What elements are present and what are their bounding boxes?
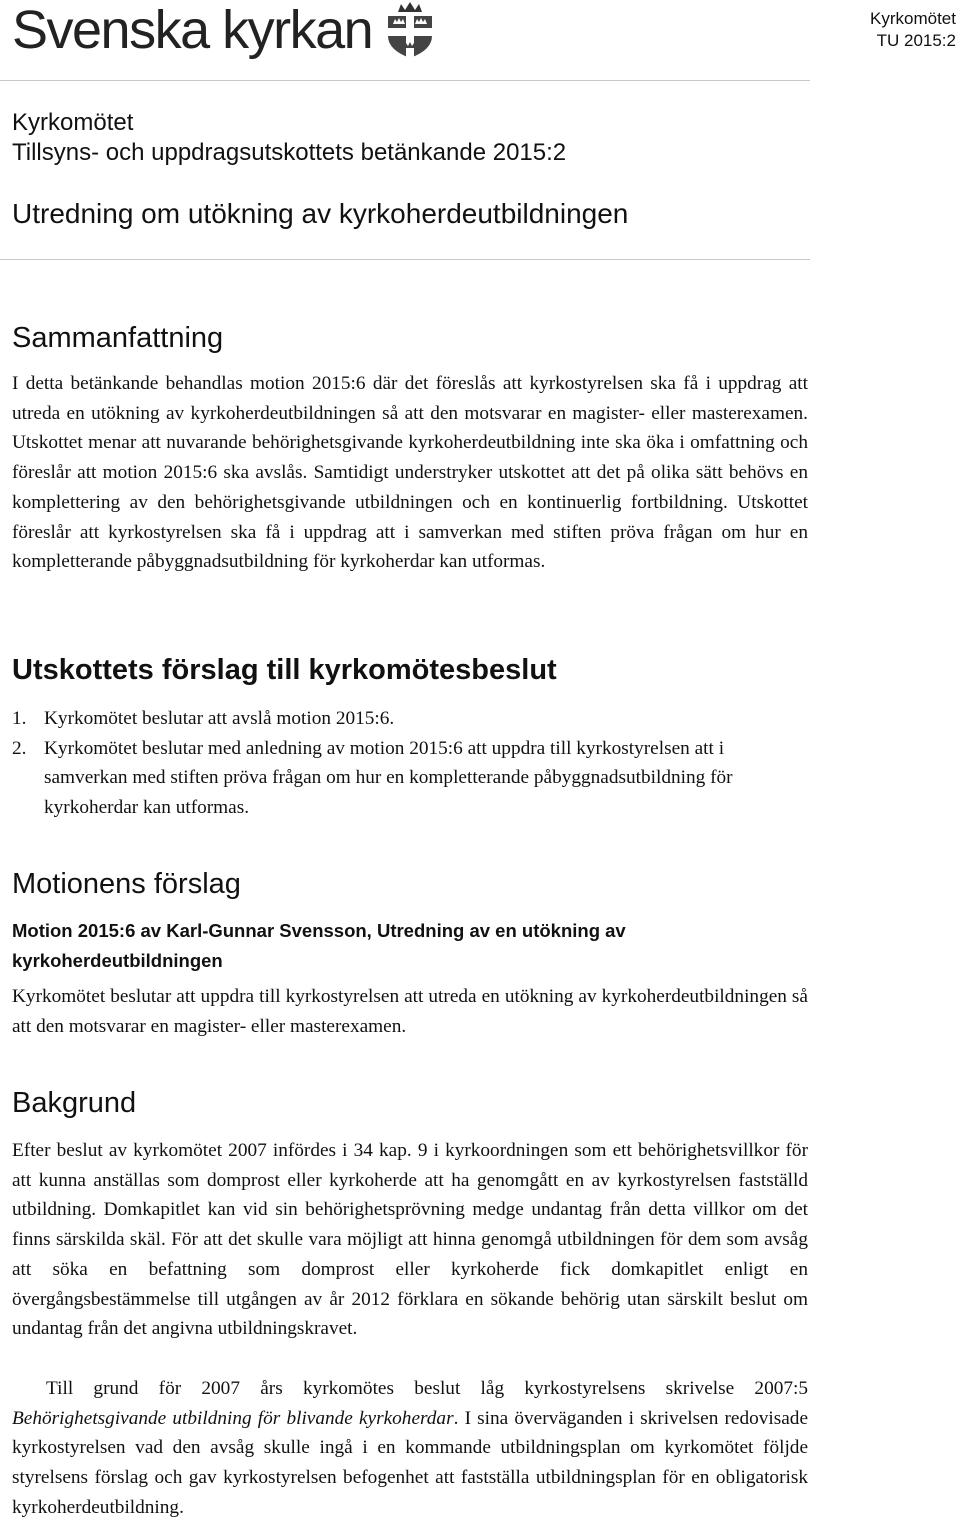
motion-subheading: Motion 2015:6 av Karl-Gunnar Svensson, Utredning av en utökning av kyrkoherdeutbildningen — [12, 920, 626, 971]
logo-wordmark: Svenska kyrkan — [12, 0, 373, 60]
proposal-item-number: 1. — [12, 708, 27, 729]
background-heading: Bakgrund — [12, 1087, 137, 1119]
proposal-item-text: Kyrkomötet beslutar med anledning av motion 2015:6 att uppdra till kyrkostyrelsen att i samverkan med stiften pröva frågan om hur en kompletterande påbyggnadsutbildning för kyrkoherdar kan utformas. — [44, 737, 733, 819]
report-title: Tillsyns- och uppdragsutskottets betänkande 2015:2 — [12, 139, 567, 166]
svenska-kyrkan-logo — [12, 2, 436, 58]
doc-ref-number: TU 2015:2 — [876, 31, 956, 50]
organization-title: Kyrkomötet — [12, 109, 134, 136]
proposal-list — [12, 704, 808, 823]
document-title: Utredning om utökning av kyrkoherdeutbildningen — [12, 198, 629, 229]
paragraph-text: . I sina överväganden i skrivelsen redovisade kyrkostyrelsen vad den avsåg skulle ingå i en kommande utbildningsplan om kyrkomötet följde styrelsens förslag och gav kyrkostyrelsen befogenhet att fastställa utbildningsplan för en obligatorisk kyrkoherdeutbildning. — [12, 1407, 809, 1518]
motion-heading: Motionens förslag — [12, 868, 241, 900]
proposal-item-text: Kyrkomötet beslutar att avslå motion 2015:6. — [44, 708, 395, 729]
proposal-item-number: 2. — [12, 737, 27, 759]
document-reference — [870, 8, 956, 52]
summary-text: I detta betänkande behandlas motion 2015:6 där det föreslås att kyrkostyrelsen ska få i uppdrag att utreda en utökning av kyrkoherdeutbildningen så att den motsvarar en magister- eller masterexamen. Utskottet menar att nuvarande behörighetsgivande kyrkoherdeutbildning inte ska öka i omfattning och föreslår att motion 2015:6 ska avslås. Samtidigt understryker utskottet att det på olika sätt behövs en komplettering av den behörighetsgivande utbildningen och en kontinuerlig fortbildning. Utskottet föreslår att kyrkostyrelsen ska få i uppdrag att i samverkan med stiften pröva frågan om hur en kompletterande påbyggnadsutbildning för kyrkoherdar kan utformas. — [12, 373, 808, 573]
paragraph-text: Till grund för 2007 års kyrkomötes beslut låg kyrkostyrelsens skrivelse 2007:5 — [46, 1378, 808, 1399]
church-shield-crown-icon — [384, 2, 436, 58]
background-paragraph-1: Efter beslut av kyrkomötet 2007 infördes i 34 kap. 9 i kyrkoordningen som ett behörighetsvillkor för att kunna anställas som domprost eller kyrkoherde att ha genomgått en av kyrkostyrelsen fastställd utbildning. Domkapitlet kan vid sin behörighetsprövning medge undantag från detta villkor om det finns särskilda skäl. För att det skulle vara möjligt att hinna genomgå utbildningen för dem som avsåg att söka en befattning som domprost eller kyrkoherde fick domkapitlet enligt en övergångsbestämmelse till utgången av år 2012 förklara en sökande behörig utan särskilt beslut om undantag från det angivna utbildningskravet. — [12, 1140, 808, 1340]
motion-text: Kyrkomötet beslutar att uppdra till kyrkostyrelsen att utreda en utökning av kyrkoherdeutbildningen så att den motsvarar en magister- eller masterexamen. — [12, 986, 808, 1037]
doc-ref-organization: Kyrkomötet — [870, 9, 956, 28]
proposal-item-1 — [12, 704, 808, 734]
title-divider — [0, 259, 810, 260]
background-paragraph-2 — [12, 1374, 808, 1523]
document-title-italic: Behörighetsgivande utbildning för blivande kyrkoherdar — [12, 1407, 454, 1429]
proposal-heading: Utskottets förslag till kyrkomötesbeslut — [12, 654, 557, 686]
proposal-item-2 — [12, 734, 808, 823]
header-divider — [0, 80, 810, 81]
summary-heading: Sammanfattning — [12, 322, 224, 354]
